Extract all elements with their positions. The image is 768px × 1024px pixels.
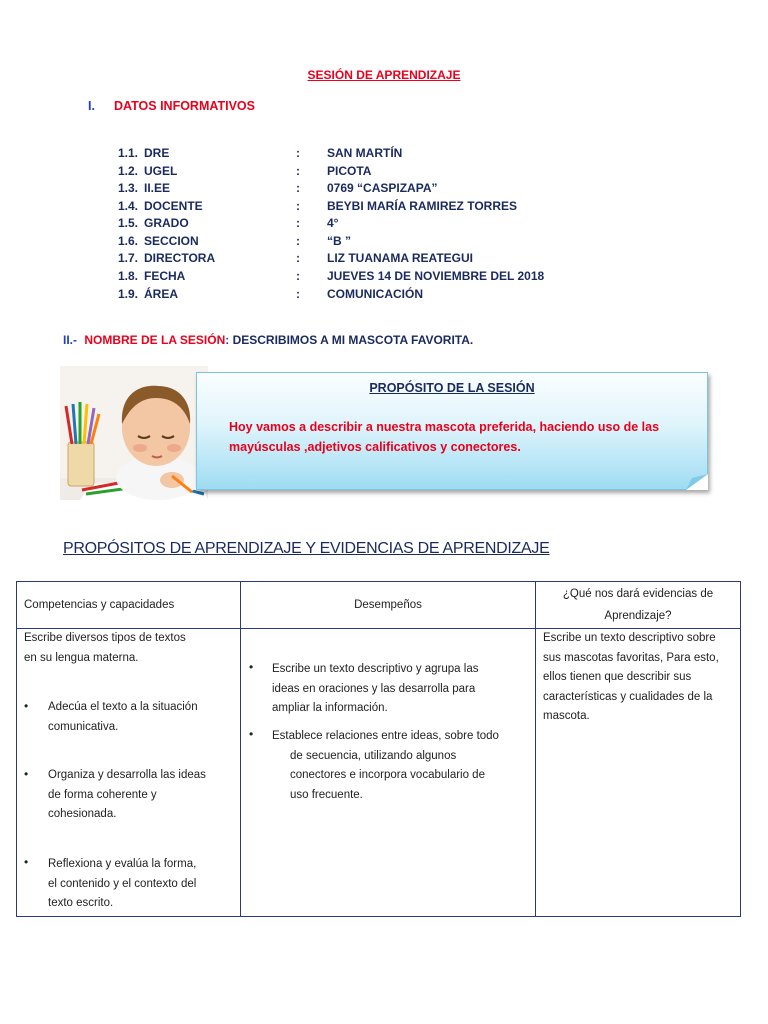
info-colon: : xyxy=(296,163,300,178)
info-colon: : xyxy=(296,233,300,248)
info-value: COMUNICACIÓN xyxy=(327,287,423,301)
capacidad-organiza: Organiza y desarrolla las ideas de forma coherente y cohesionada. xyxy=(48,769,206,820)
info-colon: : xyxy=(296,251,300,265)
info-number: 1.1. xyxy=(118,146,139,160)
document-title: SESIÓN DE APRENDIZAJE xyxy=(307,68,461,82)
info-label: DOCENTE xyxy=(144,198,203,213)
section-1-number: I. xyxy=(88,99,95,113)
bullet-glyph: • xyxy=(249,727,254,741)
info-number: 1.9. xyxy=(118,287,139,301)
session-name-value: DESCRIBIMOS A MI MASCOTA FAVORITA. xyxy=(229,333,474,347)
info-number: 1.7. xyxy=(118,251,139,265)
session-purpose-box xyxy=(196,372,708,490)
info-number: 1.3. xyxy=(118,181,139,195)
info-label: DRE xyxy=(144,146,170,160)
desempeno-2: Establece relaciones entre ideas, sobre todo de secuencia, utilizando algunos conectores e incorpora vocabulario de uso frecuente. xyxy=(272,730,499,801)
info-label: SECCION xyxy=(144,233,199,248)
info-colon: : xyxy=(296,146,300,160)
header-evidencias-line-2: Aprendizaje? xyxy=(604,610,672,622)
desempenos-cell xyxy=(241,629,536,917)
header-evidencias xyxy=(536,582,741,629)
info-colon: : xyxy=(296,268,300,283)
header-competencias: Competencias y capacidades xyxy=(17,582,241,629)
info-number: 1.4. xyxy=(118,198,139,213)
info-number: 1.6. xyxy=(118,233,139,248)
info-colon: : xyxy=(296,198,300,213)
section-2-number: II.- xyxy=(63,333,77,347)
info-label: UGEL xyxy=(144,163,178,178)
purpose-title: PROPÓSITO DE LA SESIÓN xyxy=(369,381,535,395)
session-name-line xyxy=(63,333,473,347)
info-colon: : xyxy=(296,287,300,301)
info-label: ÁREA xyxy=(144,287,179,301)
competencias-cell xyxy=(17,629,241,917)
info-value: 4° xyxy=(327,216,339,230)
learning-table xyxy=(16,581,741,917)
header-desempenos: Desempeños xyxy=(241,582,536,629)
evidencia-text: Escribe un texto descriptivo sobre sus mascotas favoritas, Para esto, ellos tienen que describir sus características y cualidades de la mascota. xyxy=(543,632,719,722)
child-drawing-icon xyxy=(60,366,208,500)
info-colon: : xyxy=(296,181,300,195)
info-colon: : xyxy=(296,216,300,230)
bullet-glyph: • xyxy=(24,699,29,713)
purpose-text: Hoy vamos a describir a nuestra mascota preferida, haciendo uso de las mayúsculas ,adjetivos calificativos y conectores. xyxy=(229,420,660,454)
capacidad-reflexiona: Reflexiona y evalúa la forma, el contenido y el contexto del texto escrito. xyxy=(48,858,197,909)
info-value: SAN MARTÍN xyxy=(327,146,403,160)
capacidad-adecua: Adecúa el texto a la situación comunicativa. xyxy=(48,701,198,733)
info-value: BEYBI MARÍA RAMIREZ TORRES xyxy=(327,198,518,213)
info-label: II.EE xyxy=(144,181,171,195)
desempeno-1: Escribe un texto descriptivo y agrupa las ideas en oraciones y las desarrolla para ampliar la información. xyxy=(272,663,479,714)
session-name-separator: : xyxy=(225,333,230,347)
info-label: FECHA xyxy=(144,268,186,283)
info-number: 1.5. xyxy=(118,216,139,230)
info-value: “B ” xyxy=(327,233,351,248)
table-header-row xyxy=(17,582,741,629)
session-name-label: NOMBRE DE LA SESIÓN xyxy=(84,333,226,347)
competencia-intro: Escribe diversos tipos de textos en su lengua materna. xyxy=(24,632,186,664)
info-value: JUEVES 14 DE NOVIEMBRE DEL 2018 xyxy=(327,268,545,283)
info-number: 1.2. xyxy=(118,163,139,178)
bullet-glyph: • xyxy=(24,767,29,781)
section-1-title: DATOS INFORMATIVOS xyxy=(114,99,255,113)
info-label: GRADO xyxy=(144,216,189,230)
table-row xyxy=(17,629,741,917)
info-number: 1.8. xyxy=(118,268,139,283)
info-value: LIZ TUANAMA REATEGUI xyxy=(327,251,473,265)
info-value: 0769 “CASPIZAPA” xyxy=(327,181,438,195)
bullet-glyph: • xyxy=(249,660,254,674)
page-fold-icon xyxy=(686,474,708,490)
child-drawing-image xyxy=(60,366,208,500)
bullet-glyph: • xyxy=(24,855,29,869)
evidencias-cell xyxy=(536,629,741,917)
learning-purposes-heading: PROPÓSITOS DE APRENDIZAJE Y EVIDENCIAS DE APRENDIZAJE xyxy=(63,540,550,557)
header-evidencias-line-1: ¿Qué nos dará evidencias de xyxy=(562,588,714,600)
info-value: PICOTA xyxy=(327,163,372,178)
info-label: DIRECTORA xyxy=(144,251,216,265)
